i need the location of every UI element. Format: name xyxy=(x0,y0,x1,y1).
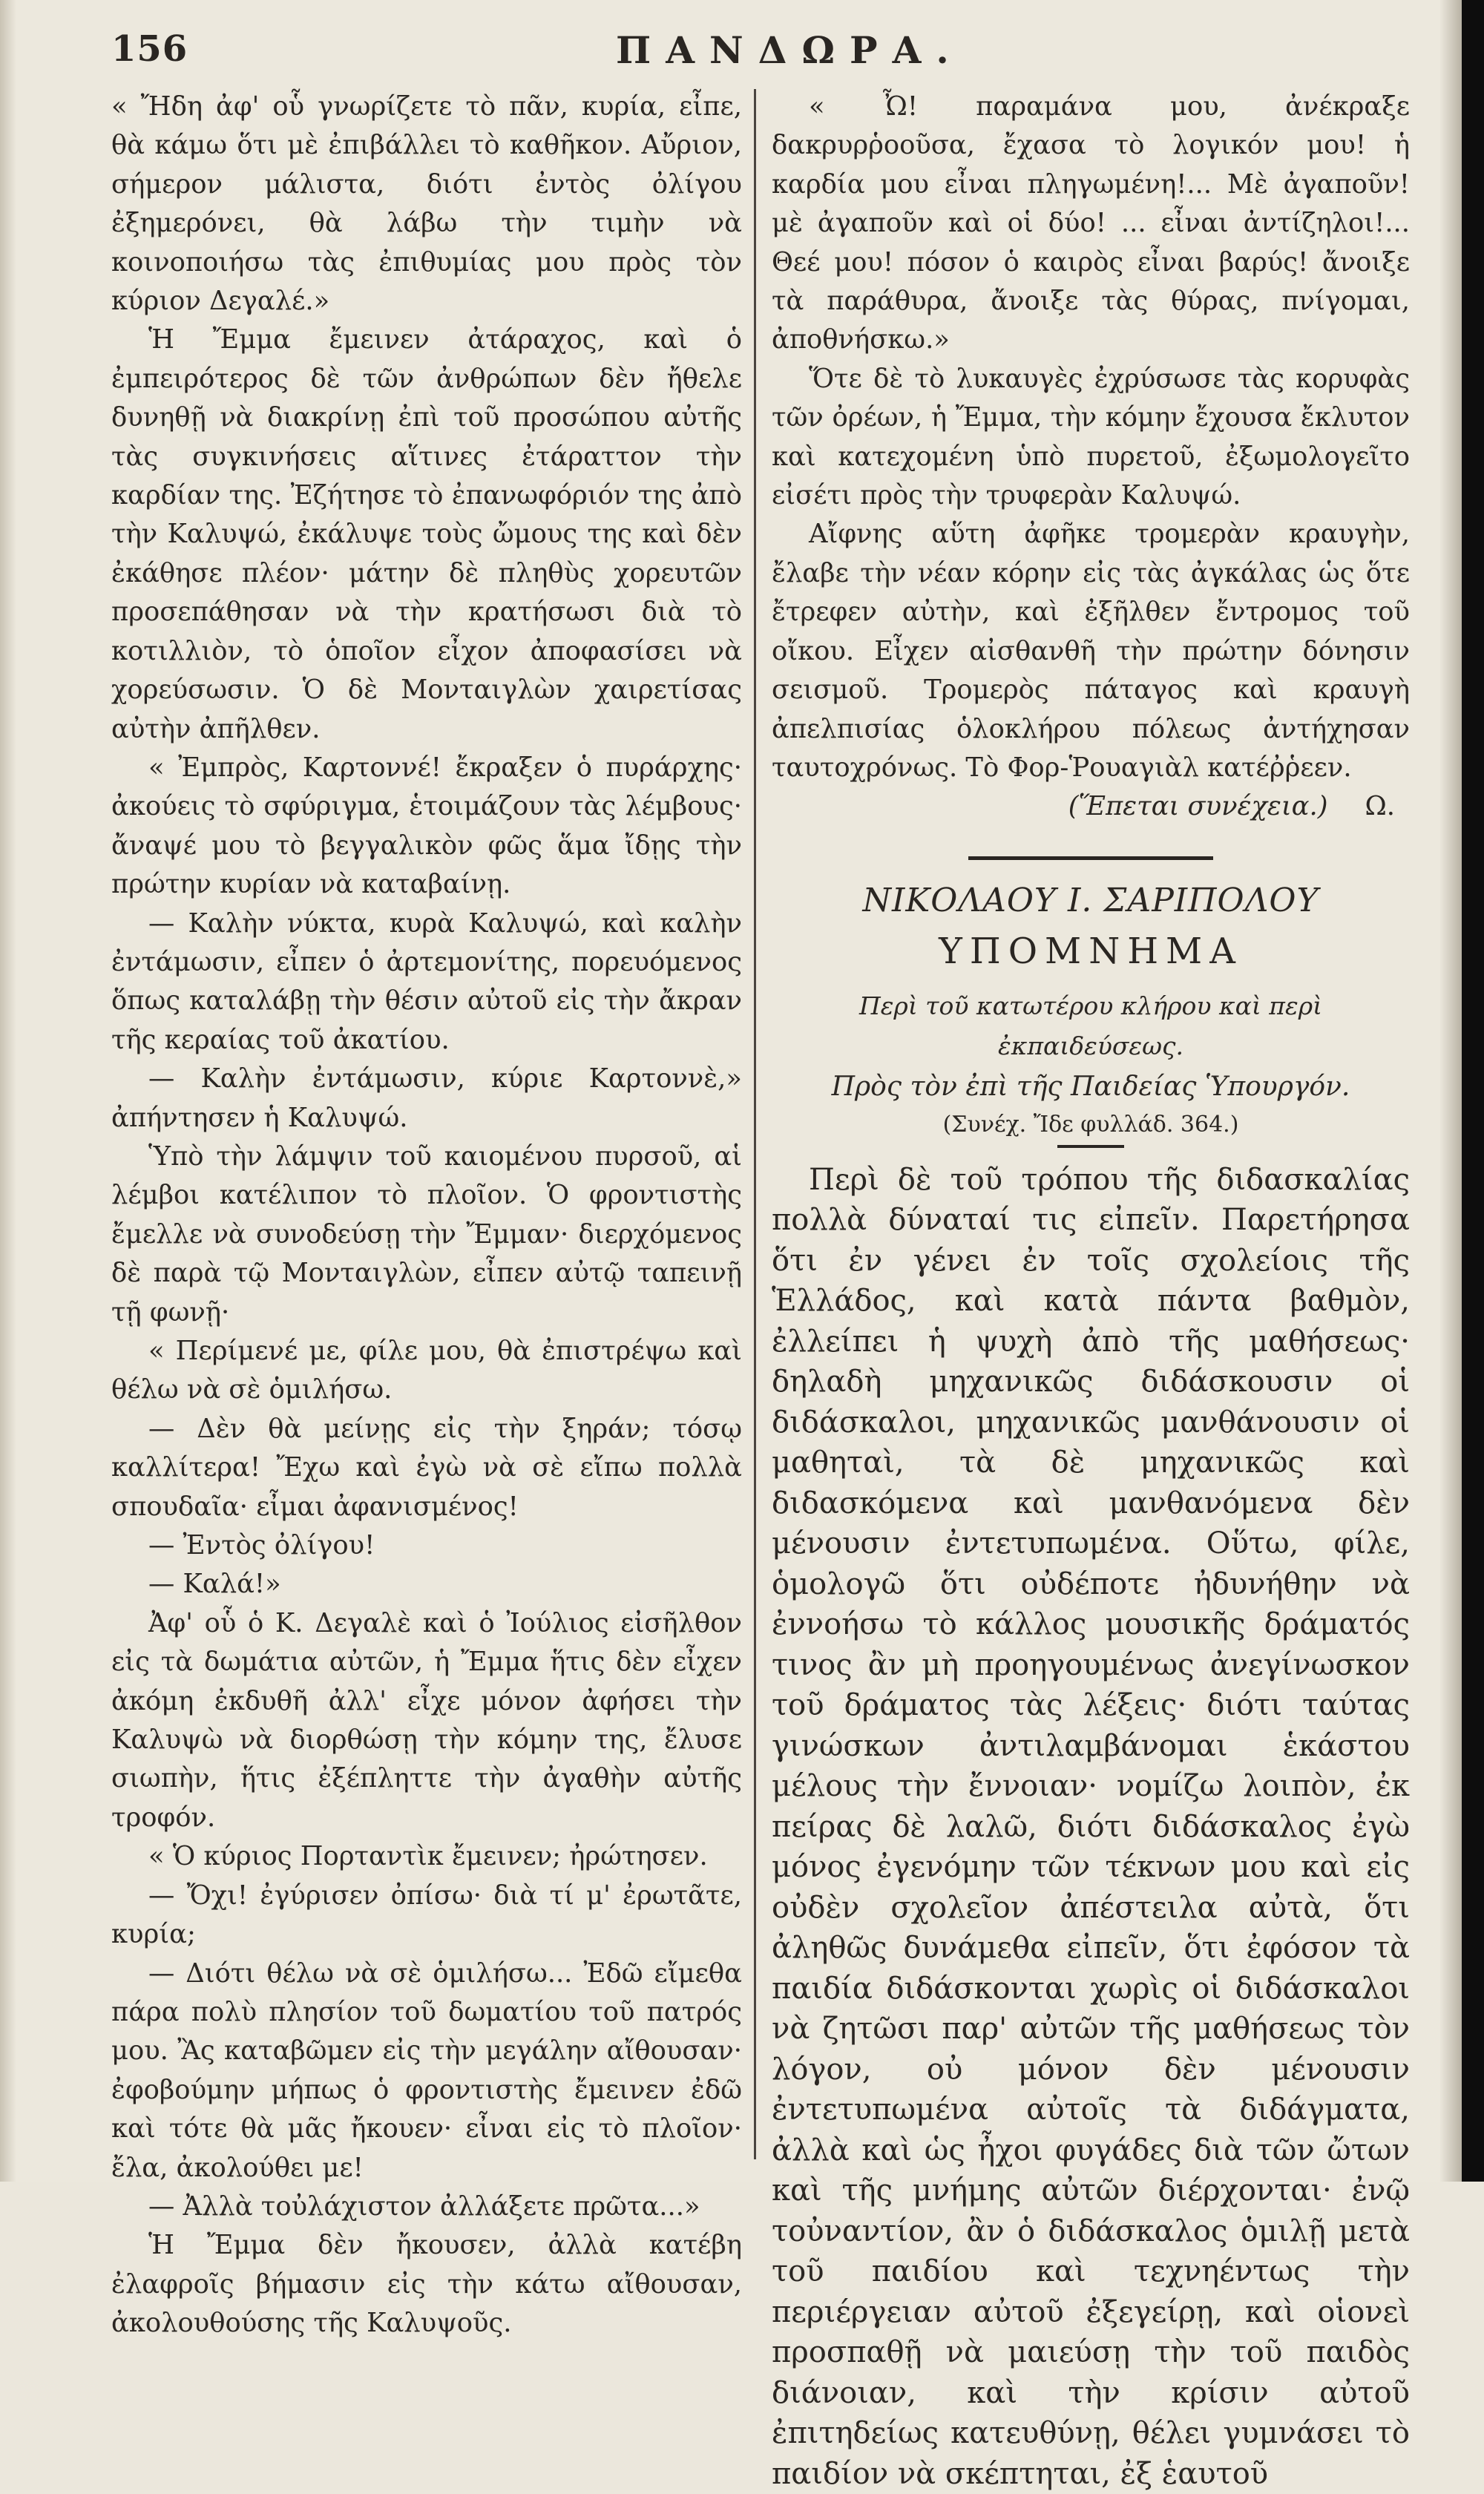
essay-author: ΝΙΚΟΛΑΟΥ Ι. ΣΑΡΙΠΟΛΟΥ xyxy=(862,881,1319,919)
column-divider xyxy=(754,89,756,2159)
paragraph: — Καλὴν ἐντάμωσιν, κύριε Καρτοννὲ,» ἀπήντησεν ἡ Καλυψώ. xyxy=(111,1063,742,1133)
paragraph: « Ὁ κύριος Πορταντὶκ ἔμεινεν; ἠρώτησεν. xyxy=(148,1841,708,1872)
to-be-continued: (Ἕπεται συνέχεια.) xyxy=(1068,791,1328,822)
essay-title: ΥΠΟΜΝΗΜΑ xyxy=(939,930,1243,972)
to-be-continued-line xyxy=(772,787,1410,826)
paragraph: — Ὄχι! ἐγύρισεν ὀπίσω· διὰ τί μ' ἐρωτᾶτε, κυρία; xyxy=(111,1880,742,1950)
paragraph: Αἴφνης αὕτη ἀφῆκε τρομερὰν κραυγὴν, ἔλαβε τὴν νέαν κόρην εἰς τὰς ἀγκάλας ὡς ὅτε ἔτρεφεν αὐτὴν, καὶ ἐξῆλθεν ἔντρομος τοῦ οἴκου. Εἶχεν αἰσθανθῆ τὴν πρώτην δόνησιν σεισμοῦ. Τρομερὸς πάταγος καὶ κραυγὴ ἀπελπισίας ὁλοκλήρου πόλεως ἀντήχησαν ταυτοχρόνως. Τὸ Φορ-Ῥουαγιὰλ κατέῤῥεεν. xyxy=(772,519,1410,783)
section-separator xyxy=(968,856,1213,860)
paragraph: — Καλά!» xyxy=(148,1569,281,1600)
paragraph: Ἡ Ἔμμα ἔμεινεν ἀτάραχος, καὶ ὁ ἐμπειρότερος δὲ τῶν ἀνθρώπων δὲν ἤθελε δυνηθῇ νὰ διακρίνῃ ἐπὶ τοῦ προσώπου αὐτῆς τὰς συγκινήσεις αἵτινες ἐτάραττον τὴν καρδίαν της. Ἐζήτησε τὸ ἐπανωφόριόν της ἀπὸ τὴν Καλυψώ, ἐκάλυψε τοὺς ὤμους της καὶ δὲν ἐκάθησε πλέον· μάτην δὲ πληθὺς χορευτῶν προσεπάθησαν νὰ τὴν κρατήσωσι διὰ τὸ κοτιλλιὸν, τὸ ὁποῖον εἶχον ἀποφασίσει νὰ χορεύσωσιν. Ὁ δὲ Μονταιγλὼν χαιρετίσας αὐτὴν ἀπῆλθεν. xyxy=(111,324,742,744)
paragraph: Ὑπὸ τὴν λάμψιν τοῦ καιομένου πυρσοῦ, αἱ λέμβοι κατέλιπον τὸ πλοῖον. Ὁ φροντιστὴς ἔμελλε νὰ συνοδεύσῃ τὴν Ἔμμαν· διερχόμενος δὲ παρὰ τῷ Μονταιγλὼν, εἶπεν αὐτῷ ταπεινῇ τῇ φωνῇ· xyxy=(111,1141,742,1328)
essay-subtitle: Περὶ τοῦ κατωτέρου κλήρου καὶ περὶ ἐκπαιδεύσεως. xyxy=(858,991,1323,1060)
page-left-shadow xyxy=(0,0,16,2182)
page-header xyxy=(0,28,1432,88)
short-rule xyxy=(1057,1145,1124,1148)
paragraph: Ἀφ' οὗ ὁ Κ. Δεγαλὲ καὶ ὁ Ἰούλιος εἰσῆλθον εἰς τὰ δωμάτια αὐτῶν, ἡ Ἔμμα ἥτις δὲν εἶχεν ἀκόμη ἐκδυθῆ ἀλλ' εἶχε μόνον ἀφήσει τὴν Καλυψὼ νὰ διορθώσῃ τὴν κόμην της, ἔλυσε σιωπὴν, ἥτις ἐξέπληττε τὴν ἀγαθὴν αὐτῆς τροφόν. xyxy=(111,1607,742,1833)
paragraph: — Διότι θέλω νὰ σὲ ὁμιλήσω... Ἐδῶ εἴμεθα πάρα πολὺ πλησίον τοῦ δωματίου τοῦ πατρός μου. Ἂς καταβῶμεν εἰς τὴν μεγάλην αἴθουσαν· ἐφοβούμην μήπως ὁ φροντιστὴς ἔμεινεν ἐδῶ καὶ τότε θὰ μᾶς ἤκουεν· εἶναι εἰς τὸ πλοῖον· ἔλα, ἀκολούθει με! xyxy=(111,1958,742,2183)
essay-reference: (Συνέχ. Ἴδε φυλλάδ. 364.) xyxy=(942,1111,1239,1138)
essay-body: Περὶ δὲ τοῦ τρόπου τῆς διδασκαλίας πολλὰ δύναταί τις εἰπεῖν. Παρετήρησα ὅτι ἐν γένει ἐν τοῖς σχολείοις τῆς Ἑλλάδος, καὶ κατὰ πάντα βαθμὸν, ἐλλείπει ἡ ψυχὴ ἀπὸ τῆς μαθήσεως· δηλαδὴ μηχανικῶς διδάσκουσιν οἱ διδάσκαλοι, μηχανικῶς μανθάνουσιν οἱ μαθηταὶ, τὰ δὲ μηχανικῶς καὶ διδασκόμενα καὶ μανθανόμενα δὲν μένουσιν ἐντετυπωμένα. Οὕτω, φίλε, ὁμολογῶ ὅτι οὐδέποτε ἠδυνήθην νὰ ἐννοήσω τὸ κάλλος μουσικῆς δράματός τινος ἂν μὴ προηγουμένως ἀνεγίνωσκον τοῦ δράματος τὰς λέξεις· διότι ταύτας γινώσκων ἀντιλαμβάνομαι ἑκάστου μέλους τὴν ἔννοιαν· νομίζω λοιπὸν, ἐκ πείρας δὲ λαλῶ, διότι διδάσκαλος ἐγὼ μόνος ἐγενόμην τῶν τέκνων μου καὶ εἰς οὐδὲν σχολεῖον ἀπέστειλα αὐτὰ, ὅτι ἀληθῶς δυνάμεθα εἰπεῖν, ὅτι ἐφόσον τὰ παιδία διδάσκονται χωρὶς οἱ διδάσκαλοι νὰ ζητῶσι παρ' αὐτῶν τῆς μαθήσεως τὸν λόγον, οὐ μόνον δὲν μένουσιν ἐντετυπωμένα αὐτοῖς τὰ διδάγματα, ἀλλὰ καὶ ὡς ἦχοι φυγάδες διὰ τῶν ὤτων καὶ τῆς μνήμης αὐτῶν διέρχονται· ἐνῷ τοὐναντίον, ἂν ὁ διδάσκαλος ὁμιλῇ μετὰ τοῦ παιδίου καὶ τεχνηέντως τὴν περιέργειαν αὐτοῦ ἐξεγείρῃ, καὶ οἱονεὶ προσπαθῇ νὰ μαιεύσῃ τὴν τοῦ παιδὸς διάνοιαν, καὶ τὴν κρίσιν αὐτοῦ ἐπιτηδείως κατευθύνῃ, θέλει γυμνάσει τὸ παιδίον νὰ σκέπτηται, ἐξ ἑαυτοῦ xyxy=(772,1162,1410,2491)
page-number: 156 xyxy=(111,28,188,70)
paragraph: « Περίμενέ με, φίλε μου, θὰ ἐπιστρέψω καὶ θέλω νὰ σὲ ὁμιλήσω. xyxy=(111,1336,742,1405)
paragraph: « Ἤδη ἀφ' οὗ γνωρίζετε τὸ πᾶν, κυρία, εἶπε, θὰ κάμω ὅτι μὲ ἐπιβάλλει τὸ καθῆκον. Αὔριον, σήμερον μάλιστα, διότι ἐντὸς ὀλίγου ἐξημερόνει, θὰ λάβω τὴν τιμὴν νὰ κοινοποιήσω τὰς ἐπιθυμίας μου πρὸς τὸν κύριον Δεγαλέ.» xyxy=(111,91,742,317)
scan-border xyxy=(1462,0,1484,2182)
left-column xyxy=(111,88,742,2343)
paragraph: — Ἀλλὰ τοὐλάχιστον ἀλλάξετε πρῶτα...» xyxy=(148,2191,700,2222)
essay-addressee: Πρὸς τὸν ἐπὶ τῆς Παιδείας Ὑπουργόν. xyxy=(831,1071,1350,1102)
page-gutter-shadow xyxy=(1439,0,1462,2182)
running-title: ΠΑΝΔΩΡΑ. xyxy=(616,28,964,72)
paragraph: — Δὲν θὰ μείνῃς εἰς τὴν ξηράν; τόσῳ καλλίτερα! Ἔχω καὶ ἐγὼ νὰ σὲ εἴπω πολλὰ σπουδαῖα· εἶμαι ἀφανισμένος! xyxy=(111,1413,742,1522)
paragraph: « Ὦ! παραμάνα μου, ἀνέκραξε δακρυρῥοοῦσα, ἔχασα τὸ λογικόν μου! ἡ καρδία μου εἶναι πληγωμένη!... Μὲ ἀγαποῦν! μὲ ἀγαποῦν καὶ οἱ δύο! ... εἶναι ἀντίζηλοι!... Θεέ μου! πόσον ὁ καιρὸς εἶναι βαρύς! ἄνοιξε τὰ παράθυρα, ἄνοιξε τὰς θύρας, πνίγομαι, ἀποθνήσκω.» xyxy=(772,91,1410,355)
paragraph: — Καλὴν νύκτα, κυρὰ Καλυψώ, καὶ καλὴν ἐντάμωσιν, εἶπεν ὁ ἀρτεμονίτης, πορευόμενος ὅπως καταλάβῃ τὴν θέσιν αὐτοῦ εἰς τὴν ἄκραν τῆς κεραίας τοῦ ἀκατίου. xyxy=(111,908,742,1055)
paragraph: — Ἐντὸς ὀλίγου! xyxy=(148,1530,375,1561)
signature: Ω. xyxy=(1365,791,1395,822)
paragraph: « Ἐμπρὸς, Καρτοννέ! ἔκραξεν ὁ πυράρχης· ἀκούεις τὸ σφύριγμα, ἑτοιμάζουν τὰς λέμβους· ἄναψέ μου τὸ βεγγαλικὸν φῶς ἅμα ἴδῃς τὴν πρώτην κυρίαν νὰ καταβαίνῃ. xyxy=(111,752,742,900)
right-column xyxy=(772,88,1410,2494)
paragraph: Ὅτε δὲ τὸ λυκαυγὲς ἐχρύσωσε τὰς κορυφὰς τῶν ὀρέων, ἡ Ἔμμα, τὴν κόμην ἔχουσα ἔκλυτον καὶ κατεχομένη ὑπὸ πυρετοῦ, ἐξωμολογεῖτο εἰσέτι πρὸς τὴν τρυφερὰν Καλυψώ. xyxy=(772,363,1410,511)
paragraph: Ἡ Ἔμμα δὲν ἤκουσεν, ἀλλὰ κατέβη ἐλαφροῖς βήμασιν εἰς τὴν κάτω αἴθουσαν, ἀκολουθούσης τῆς Καλυψοῦς. xyxy=(111,2230,742,2339)
